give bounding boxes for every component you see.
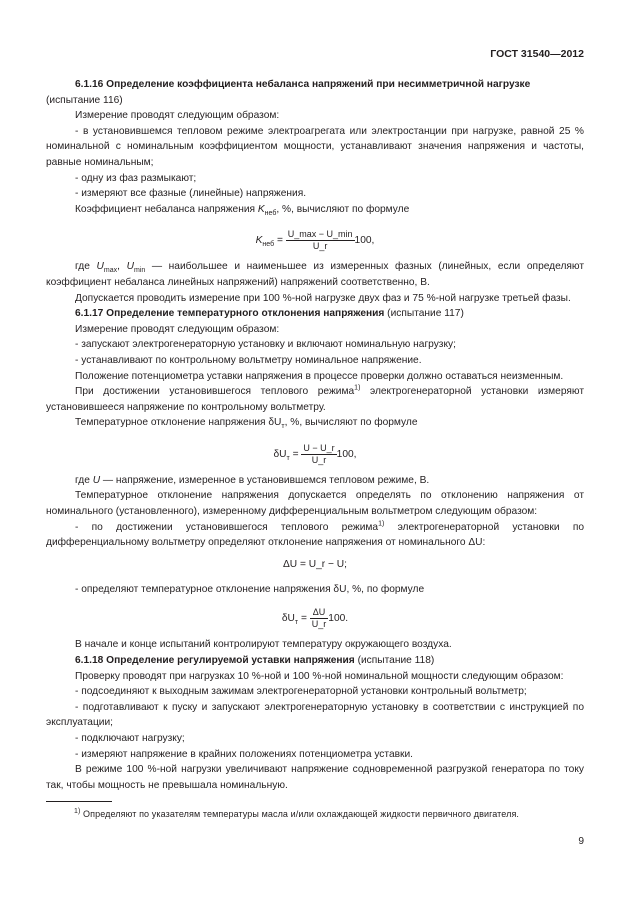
- list-item: - измеряют все фазные (линейные) напряжения.: [75, 188, 307, 200]
- paragraph: Коэффициент небаланса напряжения $K_{неб}$, %, вычисляют по формуле: [75, 203, 410, 217]
- paragraph: Температурное отклонение напряжения допускается определять по отклонению напряжения от номинального (установленного), измеренному дифференциальным вольтметром следующим образом:: [46, 490, 584, 518]
- list-item: - в установившемся тепловом режиме электроагрегата или электростанции при нагрузке, равной 25 % номинальной с номинальным коэффициентом мощности, устанавливают значения напряжения и частоты, равные номинальным;: [46, 125, 584, 168]
- footnote: $^{1)}$ Определяют по указателям температуры масла и/или охлаждающей жидкости первичного двигателя.: [74, 808, 520, 819]
- list-item: - подсоединяют к выходным зажимам электрогенераторной установки контрольный вольтметр;: [75, 686, 527, 698]
- footnote-ref: 1): [378, 520, 385, 528]
- section-6-1-16-heading: 6.1.16 Определение коэффициента небаланса напряжений при несимметричной нагрузке (испытание 116): [46, 79, 531, 106]
- paragraph: Положение потенциометра уставки напряжения в процессе проверки должно оставаться неизменным.: [75, 370, 564, 382]
- paragraph: В начале и конце испытаний контролируют температуру окружающего воздуха.: [75, 639, 452, 651]
- paragraph: где $U_{max}$, $U_{min}$ — наибольшее и наименьшее из измеренных фазных (линейных, если определяют коэффициент небаланса линейных напряжений) напряжений соответственно, В.: [46, 261, 584, 288]
- section-6-1-17-heading: 6.1.17 Определение температурного отклонения напряжения (испытание 117): [75, 308, 464, 320]
- paragraph: Допускается проводить измерение при 100 %-ной нагрузке двух фаз и 75 %-ной нагрузке третьей фазы.: [75, 292, 571, 304]
- formula-temperature-deviation: $\delta U_т$ = $\frac{U - U\_r}{U\_r}$ 100,: [273, 442, 357, 465]
- footnote-divider: [46, 801, 112, 802]
- paragraph: Температурное отклонение напряжения $\delta U_т$, %, вычисляют по формуле: [75, 417, 418, 431]
- formula-voltage-deviation: ΔU = U_r − U;: [283, 558, 347, 570]
- fraction: $\frac{U\_\max - U\_\min}{U\_r}$: [287, 229, 353, 252]
- footnote-ref: 1): [354, 384, 361, 392]
- list-item: - одну из фаз размыкают;: [75, 172, 197, 184]
- paragraph: В режиме 100 %-ной нагрузки увеличивают напряжение содновременной разгрузкой генератора по току так, чтобы мощность не превышала номинальную.: [46, 764, 584, 791]
- list-item: - устанавливают по контрольному вольтметру номинальное напряжение.: [75, 354, 422, 366]
- formula-unbalance-coefficient: $K_{неб}$ = $\frac{U\_\max - U\_\min}{U\_r}$ 100,: [255, 229, 375, 252]
- page-number: 9: [578, 836, 584, 847]
- document-id: ГОСТ 31540—2012: [490, 48, 584, 60]
- paragraph: Измерение проводят следующим образом:: [75, 110, 280, 122]
- list-item: - измеряют напряжение в крайних положениях потенциометра уставки.: [75, 748, 414, 760]
- page-body: [46, 77, 584, 793]
- paragraph: где U — напряжение, измеренное в установившемся тепловом режиме, В.: [75, 474, 430, 486]
- list-item: - подключают нагрузку;: [75, 733, 185, 744]
- list-item: - определяют температурное отклонение напряжения δU, %, по формуле: [75, 583, 425, 595]
- fraction: $\frac{\Delta U}{U\_r}$: [311, 607, 327, 630]
- fraction: $\frac{U - U\_r}{U\_r}$: [303, 442, 335, 465]
- list-item: - подготавливают к пуску и запускают электрогенераторную установку в соответствии с инструкцией по эксплуатации;: [46, 701, 584, 729]
- formula-temperature-deviation-percent: $\delta U_т$ = $\frac{\Delta U}{U\_r}$ 100.: [281, 607, 349, 630]
- list-item: - запускают электрогенераторную установку и включают номинальную нагрузку;: [75, 339, 456, 351]
- paragraph: При достижении установившегося теплового режима$^{1)}$ электрогенераторной установки измеряют установившееся напряжение по контрольному вольтметру.: [46, 384, 584, 413]
- paragraph: Проверку проводят при нагрузках 10 %-ной и 100 %-ной номинальной мощности следующим образом:: [75, 670, 564, 682]
- paragraph: Измерение проводят следующим образом:: [75, 323, 280, 335]
- list-item: - по достижении установившегося теплового режима$^{1)}$ электрогенераторной установки по дифференциальному вольтметру определяют отклонение напряжения от номинального ΔU:: [46, 520, 584, 549]
- section-6-1-18-heading: 6.1.18 Определение регулируемой уставки напряжения (испытание 118): [75, 655, 435, 667]
